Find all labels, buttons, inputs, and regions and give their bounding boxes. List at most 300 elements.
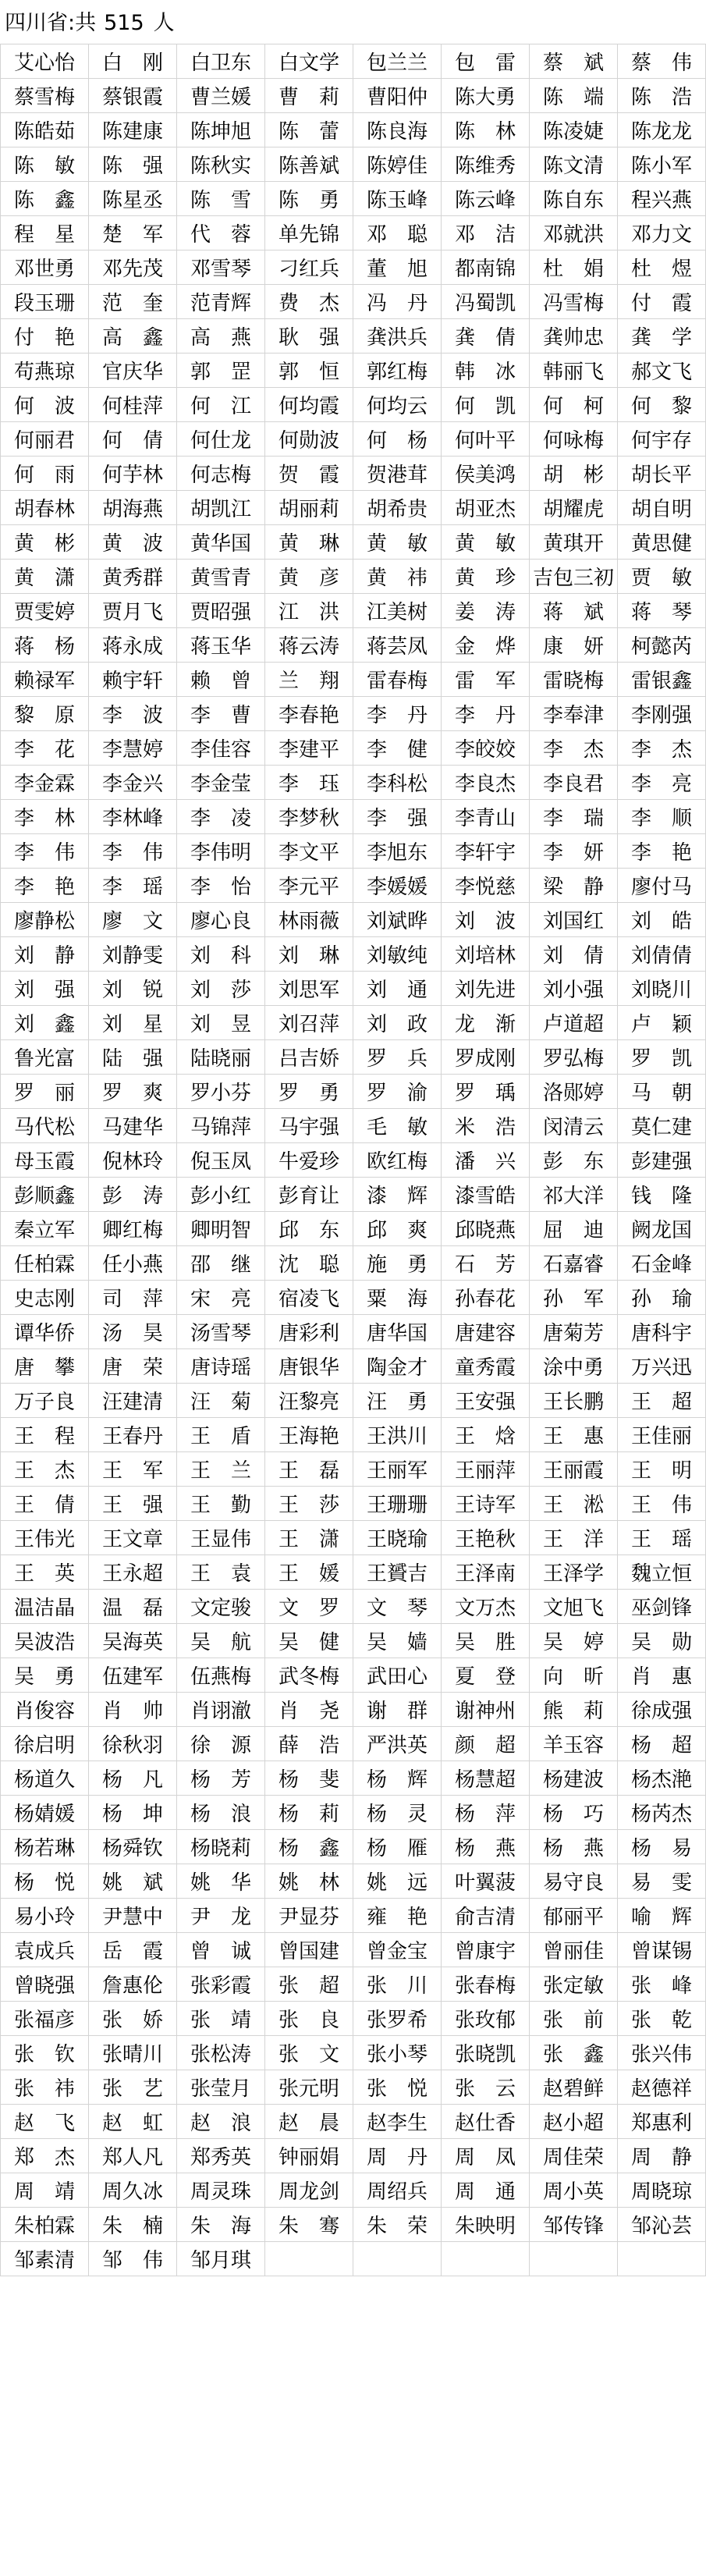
name-cell: 吴 勋 [618, 1624, 706, 1658]
name-cell [618, 2242, 706, 2276]
name-cell: 刘小强 [530, 972, 618, 1006]
name-cell: 刘 莎 [177, 972, 265, 1006]
name-cell: 雍 艳 [353, 1899, 442, 1933]
name-cell: 雷银鑫 [618, 663, 706, 697]
name-cell: 刘 波 [442, 903, 530, 937]
name-cell: 粟 海 [353, 1281, 442, 1315]
name-cell: 陆 强 [89, 1040, 177, 1075]
name-cell: 白文学 [265, 44, 353, 79]
name-cell: 周灵珠 [177, 2173, 265, 2208]
name-cell: 李 艳 [618, 834, 706, 869]
name-cell: 黄 潇 [1, 560, 89, 594]
table-row [1, 1281, 706, 1315]
table-row [1, 1624, 706, 1658]
name-cell: 龚帅忠 [530, 319, 618, 354]
table-row [1, 1761, 706, 1796]
name-cell: 黄琪开 [530, 525, 618, 560]
table-row [1, 731, 706, 766]
name-cell: 邹月琪 [177, 2242, 265, 2276]
name-cell: 曾晓强 [1, 1967, 89, 2002]
table-row [1, 903, 706, 937]
name-cell: 文万杰 [442, 1590, 530, 1624]
name-cell: 李 杰 [530, 731, 618, 766]
name-cell: 孙 瑜 [618, 1281, 706, 1315]
name-cell: 毛 敏 [353, 1109, 442, 1143]
name-cell: 邹沁芸 [618, 2208, 706, 2242]
table-row [1, 1555, 706, 1590]
name-cell: 杨晓莉 [177, 1830, 265, 1864]
table-row [1, 182, 706, 216]
name-cell: 段玉珊 [1, 285, 89, 319]
name-cell: 彭顺鑫 [1, 1178, 89, 1212]
name-cell: 陈 林 [442, 113, 530, 147]
name-cell: 倪玉凤 [177, 1143, 265, 1178]
name-cell: 石 芳 [442, 1246, 530, 1281]
table-row [1, 766, 706, 800]
name-cell: 杨 斐 [265, 1761, 353, 1796]
name-cell: 温 磊 [89, 1590, 177, 1624]
name-cell: 胡春林 [1, 491, 89, 525]
name-cell: 李金霖 [1, 766, 89, 800]
name-cell: 卿红梅 [89, 1212, 177, 1246]
name-cell: 胡海燕 [89, 491, 177, 525]
name-cell: 杨 芳 [177, 1761, 265, 1796]
name-cell: 贾 敏 [618, 560, 706, 594]
name-cell: 潘 兴 [442, 1143, 530, 1178]
name-cell: 王 程 [1, 1418, 89, 1452]
name-cell: 程 星 [1, 216, 89, 250]
name-cell: 李皎姣 [442, 731, 530, 766]
name-cell: 阙龙国 [618, 1212, 706, 1246]
name-cell: 邱晓燕 [442, 1212, 530, 1246]
name-cell: 刘 星 [89, 1006, 177, 1040]
name-cell: 汪黎亮 [265, 1384, 353, 1418]
name-cell: 邹 伟 [89, 2242, 177, 2276]
name-cell: 何丽君 [1, 422, 89, 457]
name-cell: 付 艳 [1, 319, 89, 354]
table-row [1, 2139, 706, 2173]
name-cell: 陈云峰 [442, 182, 530, 216]
name-cell: 何 波 [1, 388, 89, 422]
name-cell: 高 燕 [177, 319, 265, 354]
name-cell: 罗成刚 [442, 1040, 530, 1075]
name-cell: 俞吉清 [442, 1899, 530, 1933]
table-row [1, 1487, 706, 1521]
table-row [1, 113, 706, 147]
name-cell: 何宇存 [618, 422, 706, 457]
name-cell: 杨 燕 [442, 1830, 530, 1864]
name-cell: 何 倩 [89, 422, 177, 457]
name-cell: 杨 萍 [442, 1796, 530, 1830]
table-row [1, 79, 706, 113]
name-cell: 贾昭强 [177, 594, 265, 628]
name-cell: 张元明 [265, 2070, 353, 2105]
name-cell: 杨 超 [618, 1727, 706, 1761]
name-cell: 陈善斌 [265, 147, 353, 182]
name-cell: 雷 军 [442, 663, 530, 697]
table-row [1, 1864, 706, 1899]
name-cell: 黄雪青 [177, 560, 265, 594]
name-cell: 何 杨 [353, 422, 442, 457]
name-cell: 陈坤旭 [177, 113, 265, 147]
table-row [1, 525, 706, 560]
name-cell: 陈龙龙 [618, 113, 706, 147]
name-cell: 汪 菊 [177, 1384, 265, 1418]
name-cell: 赵碧鲜 [530, 2070, 618, 2105]
name-cell: 张 靖 [177, 2002, 265, 2036]
name-cell: 刘 政 [353, 1006, 442, 1040]
table-row [1, 2002, 706, 2036]
table-row [1, 250, 706, 285]
name-cell: 邱 东 [265, 1212, 353, 1246]
name-cell: 郝文飞 [618, 354, 706, 388]
name-cell: 刁红兵 [265, 250, 353, 285]
name-cell: 王显伟 [177, 1521, 265, 1555]
name-cell: 李 丹 [353, 697, 442, 731]
name-cell: 张 艺 [89, 2070, 177, 2105]
table-row [1, 1040, 706, 1075]
name-cell: 卢道超 [530, 1006, 618, 1040]
name-cell: 赖宇轩 [89, 663, 177, 697]
name-cell: 包兰兰 [353, 44, 442, 79]
name-cell: 王 磊 [265, 1452, 353, 1487]
name-cell [353, 2242, 442, 2276]
name-cell: 刘 倩 [530, 937, 618, 972]
name-cell: 郭红梅 [353, 354, 442, 388]
name-cell: 黄 敏 [353, 525, 442, 560]
name-cell: 谢神州 [442, 1693, 530, 1727]
name-cell: 杨 浪 [177, 1796, 265, 1830]
name-cell: 朱 骞 [265, 2208, 353, 2242]
name-cell: 陈文清 [530, 147, 618, 182]
name-cell: 文 罗 [265, 1590, 353, 1624]
name-cell: 万子良 [1, 1384, 89, 1418]
name-cell: 杨慧超 [442, 1761, 530, 1796]
name-cell: 王安强 [442, 1384, 530, 1418]
name-cell: 陈大勇 [442, 79, 530, 113]
name-cell: 倪林玲 [89, 1143, 177, 1178]
name-cell: 王 明 [618, 1452, 706, 1487]
table-row [1, 1349, 706, 1384]
name-cell: 冯蜀凯 [442, 285, 530, 319]
name-cell: 胡丽莉 [265, 491, 353, 525]
name-cell: 王珊珊 [353, 1487, 442, 1521]
name-cell: 赵李生 [353, 2105, 442, 2139]
name-cell: 王 兰 [177, 1452, 265, 1487]
table-row [1, 937, 706, 972]
table-row [1, 1075, 706, 1109]
name-cell: 刘培林 [442, 937, 530, 972]
name-cell: 程兴燕 [618, 182, 706, 216]
name-cell: 刘敏纯 [353, 937, 442, 972]
name-cell: 杨 雁 [353, 1830, 442, 1864]
name-cell: 廖心良 [177, 903, 265, 937]
name-cell: 王 焓 [442, 1418, 530, 1452]
name-cell: 罗弘梅 [530, 1040, 618, 1075]
name-cell: 康 妍 [530, 628, 618, 663]
table-row [1, 147, 706, 182]
name-cell: 蒋芸凤 [353, 628, 442, 663]
name-cell: 张定敏 [530, 1967, 618, 2002]
name-cell: 徐 源 [177, 1727, 265, 1761]
name-cell: 严洪英 [353, 1727, 442, 1761]
name-cell: 张 祎 [1, 2070, 89, 2105]
name-cell: 唐 荣 [89, 1349, 177, 1384]
name-cell: 李 凌 [177, 800, 265, 834]
name-cell: 李良君 [530, 766, 618, 800]
name-cell: 代 蓉 [177, 216, 265, 250]
name-cell: 张松涛 [177, 2036, 265, 2070]
name-cell: 何均云 [353, 388, 442, 422]
table-row [1, 1521, 706, 1555]
name-cell: 唐银华 [265, 1349, 353, 1384]
name-cell: 李科松 [353, 766, 442, 800]
table-row [1, 1212, 706, 1246]
name-cell: 陈自东 [530, 182, 618, 216]
total-count: 515 [104, 11, 144, 35]
name-cell: 徐启明 [1, 1727, 89, 1761]
name-cell: 胡希贵 [353, 491, 442, 525]
name-table-body [1, 44, 706, 2276]
name-cell: 王伟光 [1, 1521, 89, 1555]
table-row [1, 1143, 706, 1178]
name-cell: 母玉霞 [1, 1143, 89, 1178]
name-cell: 白 刚 [89, 44, 177, 79]
name-cell: 王 媛 [265, 1555, 353, 1590]
name-cell: 李刚强 [618, 697, 706, 731]
name-cell: 张福彦 [1, 2002, 89, 2036]
name-cell: 王丽萍 [442, 1452, 530, 1487]
name-cell: 廖静松 [1, 903, 89, 937]
name-cell: 龙 渐 [442, 1006, 530, 1040]
name-cell: 白卫东 [177, 44, 265, 79]
name-cell: 郭 罡 [177, 354, 265, 388]
name-cell: 童秀霞 [442, 1349, 530, 1384]
name-cell: 曾 诚 [177, 1933, 265, 1967]
table-row [1, 1109, 706, 1143]
name-cell: 汤 昊 [89, 1315, 177, 1349]
name-cell: 武冬梅 [265, 1658, 353, 1693]
name-cell: 赵 浪 [177, 2105, 265, 2139]
name-cell: 胡亚杰 [442, 491, 530, 525]
name-cell: 朱映明 [442, 2208, 530, 2242]
name-cell: 江美树 [353, 594, 442, 628]
name-cell: 徐成强 [618, 1693, 706, 1727]
name-cell: 陈 鑫 [1, 182, 89, 216]
name-cell: 李慧婷 [89, 731, 177, 766]
name-cell: 李文平 [265, 834, 353, 869]
name-cell: 李林峰 [89, 800, 177, 834]
name-cell: 肖俊容 [1, 1693, 89, 1727]
name-cell: 肖 帅 [89, 1693, 177, 1727]
name-cell: 包 雷 [442, 44, 530, 79]
name-cell: 唐建容 [442, 1315, 530, 1349]
name-cell: 王 淞 [530, 1487, 618, 1521]
name-cell [265, 2242, 353, 2276]
name-cell: 杨建波 [530, 1761, 618, 1796]
name-cell: 万兴迅 [618, 1349, 706, 1384]
name-cell: 唐菊芳 [530, 1315, 618, 1349]
name-cell: 韩丽飞 [530, 354, 618, 388]
name-cell: 刘 科 [177, 937, 265, 972]
name-cell: 钱 隆 [618, 1178, 706, 1212]
name-cell: 郑 杰 [1, 2139, 89, 2173]
name-cell: 李佳容 [177, 731, 265, 766]
name-cell: 伍建军 [89, 1658, 177, 1693]
name-cell: 王 惠 [530, 1418, 618, 1452]
name-cell: 黄秀群 [89, 560, 177, 594]
name-cell: 刘 昱 [177, 1006, 265, 1040]
name-cell: 范 奎 [89, 285, 177, 319]
name-cell: 赵仕香 [442, 2105, 530, 2139]
name-cell: 周 通 [442, 2173, 530, 2208]
name-cell: 林雨薇 [265, 903, 353, 937]
name-cell: 赵 虹 [89, 2105, 177, 2139]
name-cell: 高 鑫 [89, 319, 177, 354]
name-cell: 胡耀虎 [530, 491, 618, 525]
name-cell: 雷晓梅 [530, 663, 618, 697]
name-cell: 龚洪兵 [353, 319, 442, 354]
name-cell: 沈 聪 [265, 1246, 353, 1281]
name-cell: 王长鹏 [530, 1384, 618, 1418]
name-cell: 吴 婷 [530, 1624, 618, 1658]
name-cell: 苟燕琼 [1, 354, 89, 388]
name-cell: 张 超 [265, 1967, 353, 2002]
name-cell: 唐华国 [353, 1315, 442, 1349]
name-cell: 周小英 [530, 2173, 618, 2208]
name-cell: 官庆华 [89, 354, 177, 388]
name-cell: 李旭东 [353, 834, 442, 869]
name-cell: 王丽霞 [530, 1452, 618, 1487]
name-cell: 蒋 杨 [1, 628, 89, 663]
name-cell: 邓力文 [618, 216, 706, 250]
name-cell: 彭 涛 [89, 1178, 177, 1212]
name-cell: 汪建清 [89, 1384, 177, 1418]
name-cell: 宋 亮 [177, 1281, 265, 1315]
name-cell: 何均霞 [265, 388, 353, 422]
name-cell: 王 勤 [177, 1487, 265, 1521]
name-cell: 巫剑锋 [618, 1590, 706, 1624]
name-cell: 何芋林 [89, 457, 177, 491]
name-cell: 姚 华 [177, 1864, 265, 1899]
name-cell: 涂中勇 [530, 1349, 618, 1384]
name-table [0, 44, 706, 2276]
name-cell: 何 柯 [530, 388, 618, 422]
name-cell: 屈 迪 [530, 1212, 618, 1246]
name-cell: 吴 健 [265, 1624, 353, 1658]
name-cell: 王春丹 [89, 1418, 177, 1452]
name-cell: 曾康宇 [442, 1933, 530, 1967]
name-cell: 张 娇 [89, 2002, 177, 2036]
name-cell: 杨 巧 [530, 1796, 618, 1830]
name-cell: 张小琴 [353, 2036, 442, 2070]
name-cell: 郭 恒 [265, 354, 353, 388]
table-row [1, 1418, 706, 1452]
name-cell: 黄 彬 [1, 525, 89, 560]
name-cell: 张晓凯 [442, 2036, 530, 2070]
name-cell: 夏 登 [442, 1658, 530, 1693]
name-cell: 杨芮杰 [618, 1796, 706, 1830]
name-cell: 郑秀英 [177, 2139, 265, 2173]
name-cell: 王 军 [89, 1452, 177, 1487]
unit-label: 人 [153, 11, 175, 35]
name-cell: 邱 爽 [353, 1212, 442, 1246]
table-row [1, 560, 706, 594]
name-cell: 李建平 [265, 731, 353, 766]
name-cell: 陈建康 [89, 113, 177, 147]
name-cell: 秦立军 [1, 1212, 89, 1246]
name-cell: 蔡雪梅 [1, 79, 89, 113]
name-cell: 陈 端 [530, 79, 618, 113]
name-cell: 朱柏霖 [1, 2208, 89, 2242]
name-cell: 詹惠伦 [89, 1967, 177, 2002]
name-cell: 文 琴 [353, 1590, 442, 1624]
name-cell: 曾金宝 [353, 1933, 442, 1967]
table-row [1, 663, 706, 697]
name-cell: 李春艳 [265, 697, 353, 731]
name-cell: 李媛媛 [353, 869, 442, 903]
name-cell: 尹显芬 [265, 1899, 353, 1933]
name-cell: 魏立恒 [618, 1555, 706, 1590]
name-cell: 陈婷佳 [353, 147, 442, 182]
name-cell: 司 萍 [89, 1281, 177, 1315]
table-row [1, 800, 706, 834]
name-cell: 周 丹 [353, 2139, 442, 2173]
name-cell: 姚 斌 [89, 1864, 177, 1899]
name-cell: 唐 攀 [1, 1349, 89, 1384]
name-cell: 熊 莉 [530, 1693, 618, 1727]
name-cell: 李 亮 [618, 766, 706, 800]
name-cell: 赵 晨 [265, 2105, 353, 2139]
name-cell: 张兴伟 [618, 2036, 706, 2070]
name-cell: 付 霞 [618, 285, 706, 319]
name-cell: 王 杰 [1, 1452, 89, 1487]
table-row [1, 972, 706, 1006]
name-cell: 闵清云 [530, 1109, 618, 1143]
name-cell: 张 良 [265, 2002, 353, 2036]
name-cell: 梁 静 [530, 869, 618, 903]
name-cell: 马锦萍 [177, 1109, 265, 1143]
name-cell: 冯 丹 [353, 285, 442, 319]
name-cell: 陆晓丽 [177, 1040, 265, 1075]
name-cell: 黄华国 [177, 525, 265, 560]
name-cell: 王 潇 [265, 1521, 353, 1555]
name-cell: 冯雪梅 [530, 285, 618, 319]
name-cell: 郁丽平 [530, 1899, 618, 1933]
name-cell: 王文章 [89, 1521, 177, 1555]
name-cell: 耿 强 [265, 319, 353, 354]
name-cell: 汤雪琴 [177, 1315, 265, 1349]
name-cell: 张彩霞 [177, 1967, 265, 2002]
name-cell: 卿明智 [177, 1212, 265, 1246]
name-cell: 陈 勇 [265, 182, 353, 216]
name-cell: 陈 敏 [1, 147, 89, 182]
name-cell: 石嘉睿 [530, 1246, 618, 1281]
name-cell: 祁大洋 [530, 1178, 618, 1212]
name-cell: 张 钦 [1, 2036, 89, 2070]
name-cell: 周 靖 [1, 2173, 89, 2208]
name-cell: 张晴川 [89, 2036, 177, 2070]
name-cell: 彭建强 [618, 1143, 706, 1178]
name-cell: 薛 浩 [265, 1727, 353, 1761]
name-cell: 黄 波 [89, 525, 177, 560]
name-cell: 唐科宇 [618, 1315, 706, 1349]
name-cell: 曹 莉 [265, 79, 353, 113]
name-cell: 杨 悦 [1, 1864, 89, 1899]
name-cell: 邓 洁 [442, 216, 530, 250]
name-cell: 朱 荣 [353, 2208, 442, 2242]
name-cell: 陈 浩 [618, 79, 706, 113]
